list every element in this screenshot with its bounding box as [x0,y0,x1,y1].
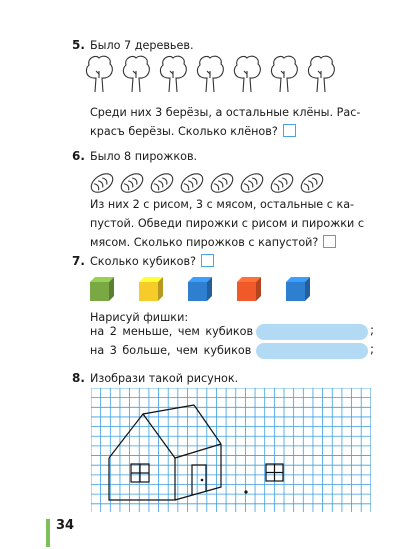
cube-icon [90,277,114,301]
house-door [192,465,206,495]
task-8-title: Изобрази такой рисунок. [90,372,239,385]
door-handle [201,479,204,482]
cube-icon [237,277,261,301]
task-7-title: Сколько кубиков? [90,255,196,268]
cubes-illustration [88,276,318,304]
tree-icon [197,56,223,92]
task-6-number: 6. [72,149,85,163]
task-5-text [90,103,374,141]
pie-icon [208,170,236,196]
task-7-title-wrap [90,252,214,271]
trees-illustration [84,54,336,94]
task-5-line-2-text: красъ берёзы. Сколько клёнов? [90,125,278,138]
page-number: 34 [56,518,75,533]
task-6-line-3 [90,233,384,252]
pies-illustration [88,170,326,196]
task-7-number: 7. [72,254,85,268]
tree-icon [86,56,112,92]
house-drawing [109,405,283,500]
tree-icon [308,56,334,92]
task-5-line-1: Среди них 3 берёзы, а остальные клёны. Рас- [90,106,361,119]
tree-icon [271,56,297,92]
task-6-line-2: пустой. Обведи пирожки с рисом и пирожки с [90,217,365,230]
task-7-answer-box[interactable] [201,254,214,267]
roof-eave [194,405,221,444]
task-7-row-2-label: на 3 больше, чем кубиков [90,344,252,357]
pie-icon [268,170,296,196]
row-1-semicolon: ; [370,323,375,337]
task-7-row-1-label: на 2 меньше, чем кубиков [90,325,254,338]
task-6-text [90,195,384,252]
house-side-wall [175,444,221,500]
pie-icon [238,170,266,196]
chips-drawing-area-2[interactable] [256,343,368,359]
task-7-draw-label: Нарисуй фишки: [90,311,189,324]
pie-icon [148,170,176,196]
task-8-number: 8. [72,371,85,385]
start-dot [244,490,247,493]
task-5-number: 5. [72,38,85,52]
task-5-answer-box[interactable] [283,124,296,137]
cube-icon [139,277,163,301]
tree-icon [234,56,260,92]
task-6-line-1: Из них 2 с рисом, 3 с мясом, остальные с ка- [90,198,355,211]
pie-icon [178,170,206,196]
footer-accent-bar [46,519,50,547]
task-6-answer-box[interactable] [323,235,336,248]
row-2-semicolon: ; [370,342,375,356]
task-6-line-3-text: мясом. Сколько пирожков с капустой? [90,236,319,249]
task-5-line-2 [90,122,374,141]
pie-icon [298,170,326,196]
tree-icon [123,56,149,92]
cube-icon [286,277,310,301]
task-5-title: Было 7 деревьев. [90,39,194,52]
drawing-grid[interactable] [91,388,371,512]
pie-icon [88,170,116,196]
cube-icon [188,277,212,301]
pie-icon [118,170,146,196]
tree-icon [160,56,186,92]
chips-drawing-area-1[interactable] [256,324,368,340]
task-6-title: Было 8 пирожков. [90,150,198,163]
